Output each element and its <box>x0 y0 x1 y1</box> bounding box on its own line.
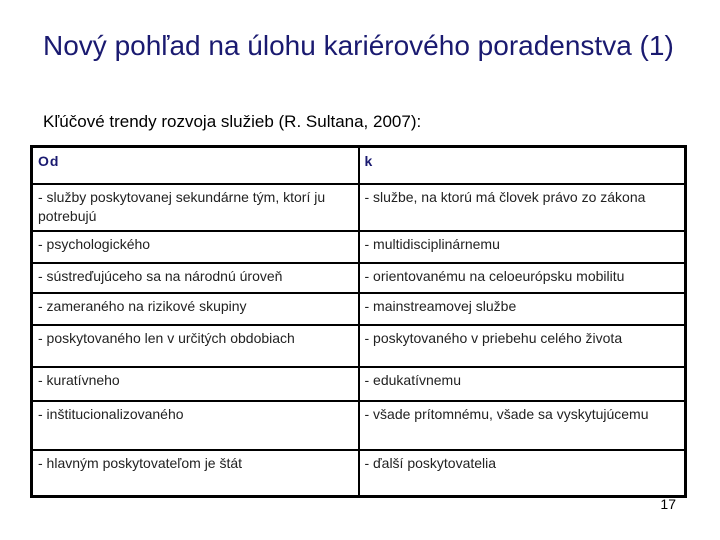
cell-to: - všade prítomnému, všade sa vyskytujúcemu <box>359 401 686 450</box>
cell-from: - zameraného na rizikové skupiny <box>32 293 359 325</box>
table-row <box>32 367 686 401</box>
cell-from: - inštitucionalizovaného <box>32 401 359 450</box>
table-header-row <box>32 147 686 185</box>
slide-subtitle: Kľúčové trendy rozvoja služieb (R. Sultana, 2007): <box>43 112 422 131</box>
table-row <box>32 293 686 325</box>
cell-to: - edukatívnemu <box>359 367 686 401</box>
table-row <box>32 184 686 231</box>
table-row <box>32 231 686 263</box>
header-from: Od <box>32 147 359 185</box>
slide-title: Nový pohľad na úlohu kariérového poradenstva (1) <box>43 30 674 61</box>
cell-to: - ďalší poskytovatelia <box>359 450 686 496</box>
cell-from: - kuratívneho <box>32 367 359 401</box>
cell-from: - hlavným poskytovateľom je štát <box>32 450 359 496</box>
cell-to: - službe, na ktorú má človek právo zo zákona <box>359 184 686 231</box>
cell-to: - mainstreamovej službe <box>359 293 686 325</box>
table-row <box>32 450 686 496</box>
cell-from: - sústreďujúceho sa na národnú úroveň <box>32 263 359 293</box>
cell-from: - poskytovaného len v určitých obdobiach <box>32 325 359 367</box>
cell-to: - orientovanému na celoeurópsku mobilitu <box>359 263 686 293</box>
cell-to: - poskytovaného v priebehu celého života <box>359 325 686 367</box>
table-row <box>32 401 686 450</box>
table-row <box>32 263 686 293</box>
cell-from: - služby poskytovanej sekundárne tým, ktorí ju potrebujú <box>32 184 359 231</box>
trends-table <box>30 145 687 498</box>
cell-from: - psychologického <box>32 231 359 263</box>
header-to: k <box>359 147 686 185</box>
page-number: 17 <box>660 496 676 512</box>
table-row <box>32 325 686 367</box>
cell-to: - multidisciplinárnemu <box>359 231 686 263</box>
